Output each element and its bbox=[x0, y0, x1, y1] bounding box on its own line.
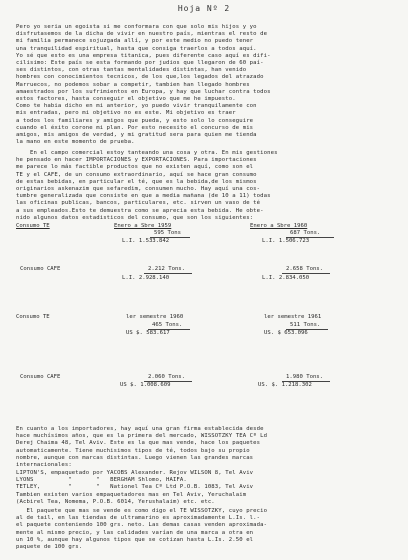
paragraph-family bbox=[16, 24, 398, 146]
paragraph-family-line: hombres con conocimientos tecnicos, de los que,los legados del atrazado bbox=[16, 74, 264, 81]
te-sem1960-value: US $. 583.617 bbox=[126, 330, 170, 336]
cafe-1960-volume-underline bbox=[282, 273, 330, 274]
paragraph-prices-line: paquete de 100 grs. bbox=[16, 544, 83, 551]
paragraph-importers-line: automaticamente. Tiene muchisimos tipos de té, todos bajo su propio bbox=[16, 447, 250, 454]
table-header-col1: Enero a Sbre 1959 bbox=[114, 223, 172, 229]
paragraph-prices-line: El paquete que mas se vende es como digo el TE WISSOTZKY, cuyo precio bbox=[16, 508, 268, 514]
cafe-1960-volume: 2.658 Tons. bbox=[286, 266, 324, 272]
consumption-cafe-label: Consumo CAFE bbox=[20, 266, 61, 272]
paragraph-family-line: la mano en este momento de prueba. bbox=[16, 139, 135, 146]
te-1959-value: L.I. 1.533.842 bbox=[122, 238, 170, 244]
paragraph-family-line: Yo sé que esto es una empresa titanica, pues diferente caso aquí es difi- bbox=[16, 52, 271, 59]
paragraph-commercial-line: las oficinas publicas, bancos, particulares, etc. sirven un vaso de té bbox=[16, 200, 261, 207]
cafe-sem1960-value: US $. 1.008.609 bbox=[120, 382, 171, 388]
paragraph-prices-line: mente al mismo precio, y las calidades varían de una marca a otra en bbox=[16, 529, 254, 536]
consumption-te-label-2: Consumo TE bbox=[16, 314, 50, 320]
paragraph-family-line: una tranquilidad espiritual, hasta que consiga traerlos a todos aquí. bbox=[16, 45, 257, 52]
paragraph-commercial-line: En el campo comercial estoy tanteando una cosa y otra. En mis gestiones bbox=[16, 150, 278, 156]
cafe-sem1961-value: US. $. 1.218.302 bbox=[258, 382, 312, 388]
paragraph-commercial-line: TE y el CAFE, de un consumo extraordinario, aquí se hace gran consumo bbox=[16, 171, 257, 178]
paragraph-family-line: Pero yo seria un egoista si me conformara con que solo mis hijos y yo bbox=[16, 24, 257, 30]
paragraph-family-line: amaestrados por los sufrimientos en Europa, y hay que luchar contra todos bbox=[16, 88, 271, 95]
importer-line: LIPTON'S, empaquetado por YACOBS Alexander. Rejov WILSON 8, Tel Aviv bbox=[16, 470, 254, 476]
importer-line: LYONS " " BERGHAM Shlomo, HAIFA. bbox=[16, 477, 187, 484]
paragraph-importers-line: Derej Chaima 48, Tel Aviv. Este es la que mas vende, hace los paquetes bbox=[16, 440, 261, 447]
paragraph-family-line: disfrutasemos de la dicha de vivir en nuestro país, mientras el resto de bbox=[16, 31, 268, 38]
paragraph-commercial-line: tumbre generalizada que consiste en que a media mañana (de 10 a 11) todas bbox=[16, 193, 271, 200]
paragraph-prices-line: al de tail, en las tiendas de ultramarino es aproximadamente L.Is. l.- bbox=[16, 515, 261, 522]
paragraph-prices bbox=[16, 508, 398, 551]
paragraph-family-line: mis entradas, pero mi objetivo no es este. Mi objetivo es traer bbox=[16, 110, 236, 117]
te-sem1961-value: US. $ 653.096 bbox=[264, 330, 308, 336]
paragraph-importers-line: En cuanto a los importadores, hay aquí una gran firma establecida desde bbox=[16, 426, 264, 432]
importer-line: TETLEY, " " Nationel Tea Cº Ltd P.O.B. 1083, Tel Aviv bbox=[16, 484, 254, 491]
paragraph-family-line: cuando el éxito corone mi plan. Por esto necesito el concurso de mis bbox=[16, 124, 254, 131]
page-header: Hoja Nº 2 bbox=[177, 4, 231, 13]
cafe-1959-volume-underline bbox=[144, 273, 192, 274]
consumption-cafe-label-2: Consumo CAFE bbox=[20, 374, 61, 380]
paragraph-commercial-line: nido algunos datos estadisticos del consumo, que son los siguientes: bbox=[16, 214, 254, 221]
paragraph-commercial-line: he pensado en hacer IMPORTACIONES y EXPORTACIONES. Para importaciones bbox=[16, 157, 257, 164]
paragraph-importers-line: nombre, aunque con marcas distintas. Luego vienen las grandes marcas bbox=[16, 454, 254, 461]
table-header-col3: ler semestre 1960 bbox=[126, 314, 184, 320]
paragraph-family-line: estos factores, hasta conseguir el objetivo que me he impuesto. bbox=[16, 96, 236, 103]
consumption-te-label: Consumo TE bbox=[16, 223, 50, 229]
table-header-col2: Enero a Sbre 1960 bbox=[250, 223, 308, 229]
te-1959-volume: 595 Tons bbox=[154, 230, 181, 236]
paragraph-family-line: mi familia permanece sojuzgada allí, y por este medio no puedo tener bbox=[16, 38, 254, 45]
paragraph-family-line: a todos los familiares y amigos que pueda, y esto solo lo conseguire bbox=[16, 117, 254, 124]
paragraph-family-line: Como te habia dicho en mi anterior, yo puedo vivir tranquilamente con bbox=[16, 103, 257, 110]
paragraph-prices-line: un 10 %, aunque hay algunos tipos que se cotizan hasta L.Is. 2.50 el bbox=[16, 536, 254, 543]
paragraph-importers-line: internacionales: bbox=[16, 462, 72, 469]
paragraph-prices-line: el paquete conteniendo 100 grs. neto. Las demas casas venden aproximada- bbox=[16, 522, 268, 529]
cafe-1959-volume: 2.212 Tons. bbox=[148, 266, 186, 272]
paragraph-commercial-line: a sus empleados.Esto te demuestra como se aprecia esta bebida. He obte- bbox=[16, 207, 264, 214]
paragraph-importers bbox=[16, 426, 398, 469]
te-sem1961-volume: 511 Tons. bbox=[290, 322, 321, 328]
paragraph-importers-line: hace muchísimos años, que es la primera del mercado, WISSOTZKY TEA Cº Ld bbox=[16, 433, 268, 440]
cafe-1959-value: L.I. 2.928.140 bbox=[122, 275, 170, 281]
te-1960-volume: 687 Tons. bbox=[290, 230, 321, 236]
paragraph-family-line: amigos, mis amigos de verdad, y mi gratitud sera para quien me tienda bbox=[16, 132, 257, 139]
paragraph-commercial-line: de estas bebidas, en particular el té, que es la bebida,de los mismos bbox=[16, 178, 257, 185]
importer-line: (Acbirel Tea, Nomema, P.O.B. 6014, Yerushalaim) etc. etc. bbox=[16, 498, 215, 505]
importer-line: Tambien existen varios empaquetadores mas en Tel Aviv, Yeruchalaim bbox=[16, 491, 247, 498]
table-header-col4: ler semestre 1961 bbox=[264, 314, 322, 320]
cafe-sem1960-volume: 2.060 Tons. bbox=[148, 374, 186, 380]
importers-list bbox=[16, 470, 398, 506]
paragraph-family-line: Marruecos, no podemos sobar a competir, tambien han llegado hombres bbox=[16, 81, 250, 88]
paragraph-family-line: ses distintos, con otras tantas mentalidades distintas, han venido bbox=[16, 67, 247, 74]
cafe-1960-value: L.I. 2.834.050 bbox=[262, 275, 310, 281]
paragraph-commercial-line: originarios askenazim que sefaredim, consumen mucho. Hay aquí una cos- bbox=[16, 186, 261, 193]
te-1960-value: L.I. 1.506.723 bbox=[262, 238, 310, 244]
paragraph-commercial bbox=[16, 150, 398, 222]
paragraph-commercial-line: me parece lo más factible productos que no existen aquí, como son el bbox=[16, 164, 254, 171]
paragraph-family-line: cilisimo: Este país se esta formando por judios que llegaron de 60 paí- bbox=[16, 60, 264, 67]
cafe-sem1961-volume: 1.980 Tons. bbox=[286, 374, 324, 380]
te-sem1960-volume: 465 Tons. bbox=[152, 322, 183, 328]
